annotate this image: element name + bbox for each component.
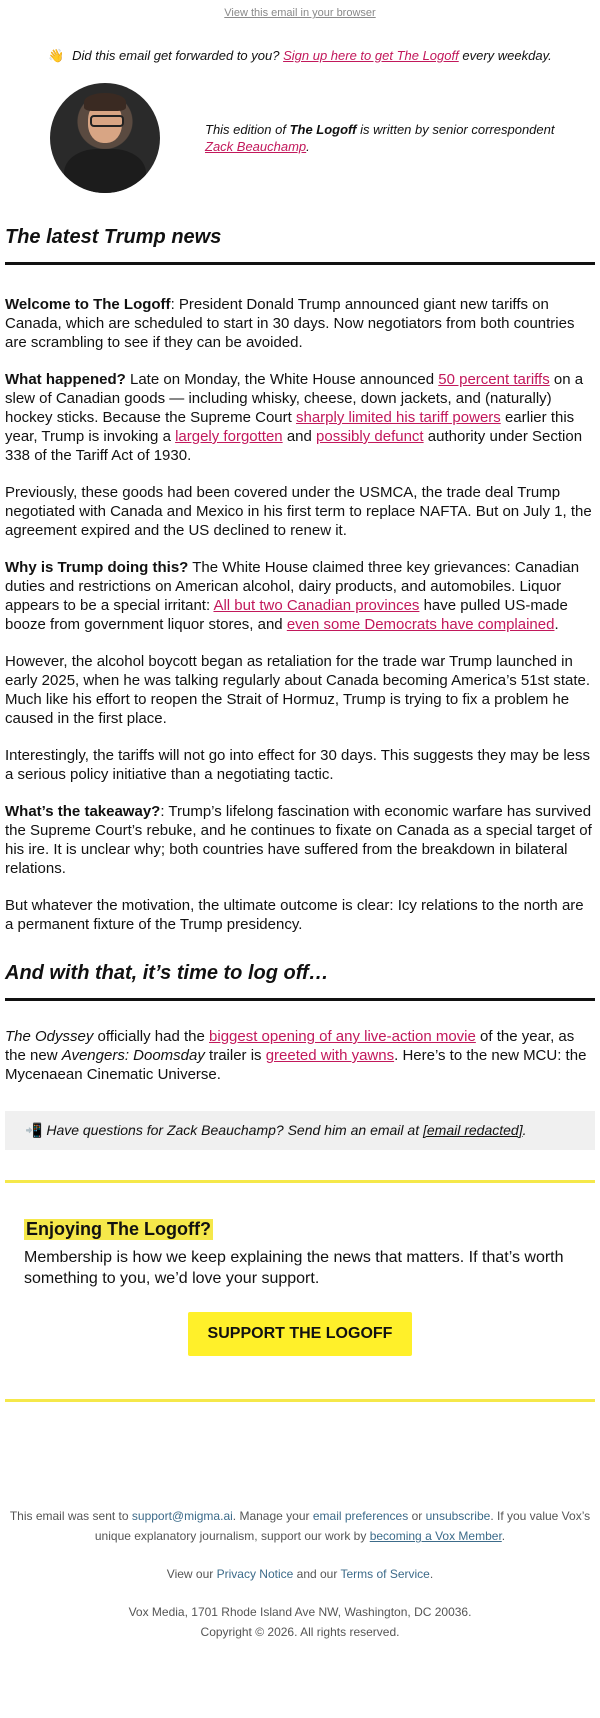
email-link[interactable]: [email redacted] [422,1122,523,1138]
question-banner: 📲 Have questions for Zack Beauchamp? Send him an email at [email redacted]. [5,1111,595,1150]
support-block [5,1183,595,1399]
author-byline [5,78,595,198]
logoff-block [5,1001,595,1084]
forward-text: Did this email get forwarded to you? [72,48,280,63]
forward-tail: every weekday. [462,48,552,63]
footer-legal: View our Privacy Notice and our Terms of Service. [166,1567,434,1581]
footer-address: Vox Media, 1701 Rhode Island Ave NW, Washington, DC 20036. Copyright © 2026. All rights reserved. [128,1605,472,1639]
unsubscribe-link[interactable]: unsubscribe [425,1509,491,1523]
paragraph: Previously, these goods had been covered under the USMCA, the trade deal Trump negotiated with Canada and Mexico in his first term to replace NAFTA. But on July 1, the agreement expired and the US declined to renew it. [5,484,592,539]
article-body [5,265,595,934]
footer-sent: This email was sent to support@migma.ai. Manage your email preferences or unsubscribe. If you value Vox’s unique explanatory journalism, support our work by becoming a Vox Member. [9,1509,591,1543]
author-text: This edition of The Logoff is written by senior correspondent Zack Beauchamp. [205,122,555,154]
tariffs-link[interactable]: 50 percent tariffs [438,371,550,388]
support-button[interactable]: SUPPORT THE LOGOFF [188,1312,412,1356]
recipient-email-link[interactable]: support@migma.ai [131,1509,233,1523]
author-avatar [50,83,160,193]
democrats-link[interactable]: even some Democrats have complained [286,616,555,633]
terms-link[interactable]: Terms of Service [340,1567,430,1581]
provinces-link[interactable]: All but two Canadian provinces [213,597,420,614]
paragraph: But whatever the motivation, the ultimate outcome is clear: Icy relations to the north are a permanent fixture of the Trump presidency. [5,897,584,933]
paragraph: Why is Trump doing this? The White House claimed three key grievances: Canadian duties and restrictions on American alcohol, dairy products, and automobiles. Liquor appears to be a special irritant: All but two Canadian provinces have pulled US-made booze from government liquor stores, and even some Democrats have complained. [5,559,580,633]
email-preferences-link[interactable]: email preferences [312,1509,409,1523]
support-text: Membership is how we keep explaining the news that matters. If that’s worth something to you, we’d love your support. [24,1249,564,1287]
largely-forgotten-link[interactable]: largely forgotten [175,428,283,445]
vox-member-link[interactable]: becoming a Vox Member [369,1529,502,1543]
paragraph: What happened? Late on Monday, the White House announced 50 percent tariffs on a slew of Canadian goods — including whisky, cheese, down jackets, and (naturally) hockey sticks. Because the Supreme Court sharply limited his tariff powers earlier this year, Trump is invoking a largely forgotten and possibly defunct authority under Section 338 of the Tariff Act of 1930. [5,371,584,464]
paragraph: Interestingly, the tariffs will not go into effect for 30 days. This suggests they may be less a serious policy initiative than a negotiating tactic. [5,747,591,783]
signup-link[interactable]: Sign up here to get The Logoff [283,48,459,63]
footer [5,1402,595,1642]
yawns-link[interactable]: greeted with yawns [265,1047,395,1064]
privacy-notice-link[interactable]: Privacy Notice [216,1567,294,1581]
possibly-defunct-link[interactable]: possibly defunct [316,428,424,445]
biggest-opening-link[interactable]: biggest opening of any live-action movie [209,1028,476,1045]
waving-hand-icon: 👋 [48,48,65,63]
email-container [5,0,595,1642]
view-in-browser-link[interactable]: View this email in your browser [224,7,376,19]
forward-notice [5,29,595,78]
phone-icon: 📲 [25,1122,43,1138]
section-title-logoff: And with that, it’s time to log off… [5,962,329,984]
supreme-court-link[interactable]: sharply limited his tariff powers [295,409,501,426]
newsletter-name: The Logoff [289,122,357,137]
author-link[interactable]: Zack Beauchamp [205,139,307,154]
support-heading: Enjoying The Logoff? [26,1219,211,1239]
view-in-browser [5,0,595,29]
paragraph: What’s the takeaway?: Trump’s lifelong fascination with economic warfare has survived the Supreme Court’s rebuke, and he continues to fixate on Canada as a special target of his ire. It is unclear why; both countries have suffered from the breakdown in bilateral relations. [5,803,592,877]
paragraph: The Odyssey officially had the biggest opening of any live-action movie of the year, as the new Avengers: Doomsday trailer is greeted with yawns. Here’s to the new MCU: the Mycenaean Cinematic Universe. [5,1028,587,1083]
paragraph: However, the alcohol boycott began as retaliation for the trade war Trump launched in early 2025, when he was talking regularly about Canada becoming America’s 51st state. Much like his effort to reopen the Strait of Hormuz, Trump is trying to fix a problem he caused in the first place. [5,653,591,727]
paragraph: Welcome to The Logoff: President Donald Trump announced giant new tariffs on Canada, which are scheduled to start in 30 days. Now negotiators from both countries are scrambling to see if they can be avoided. [5,296,575,351]
section-title-latest: The latest Trump news [5,226,222,248]
